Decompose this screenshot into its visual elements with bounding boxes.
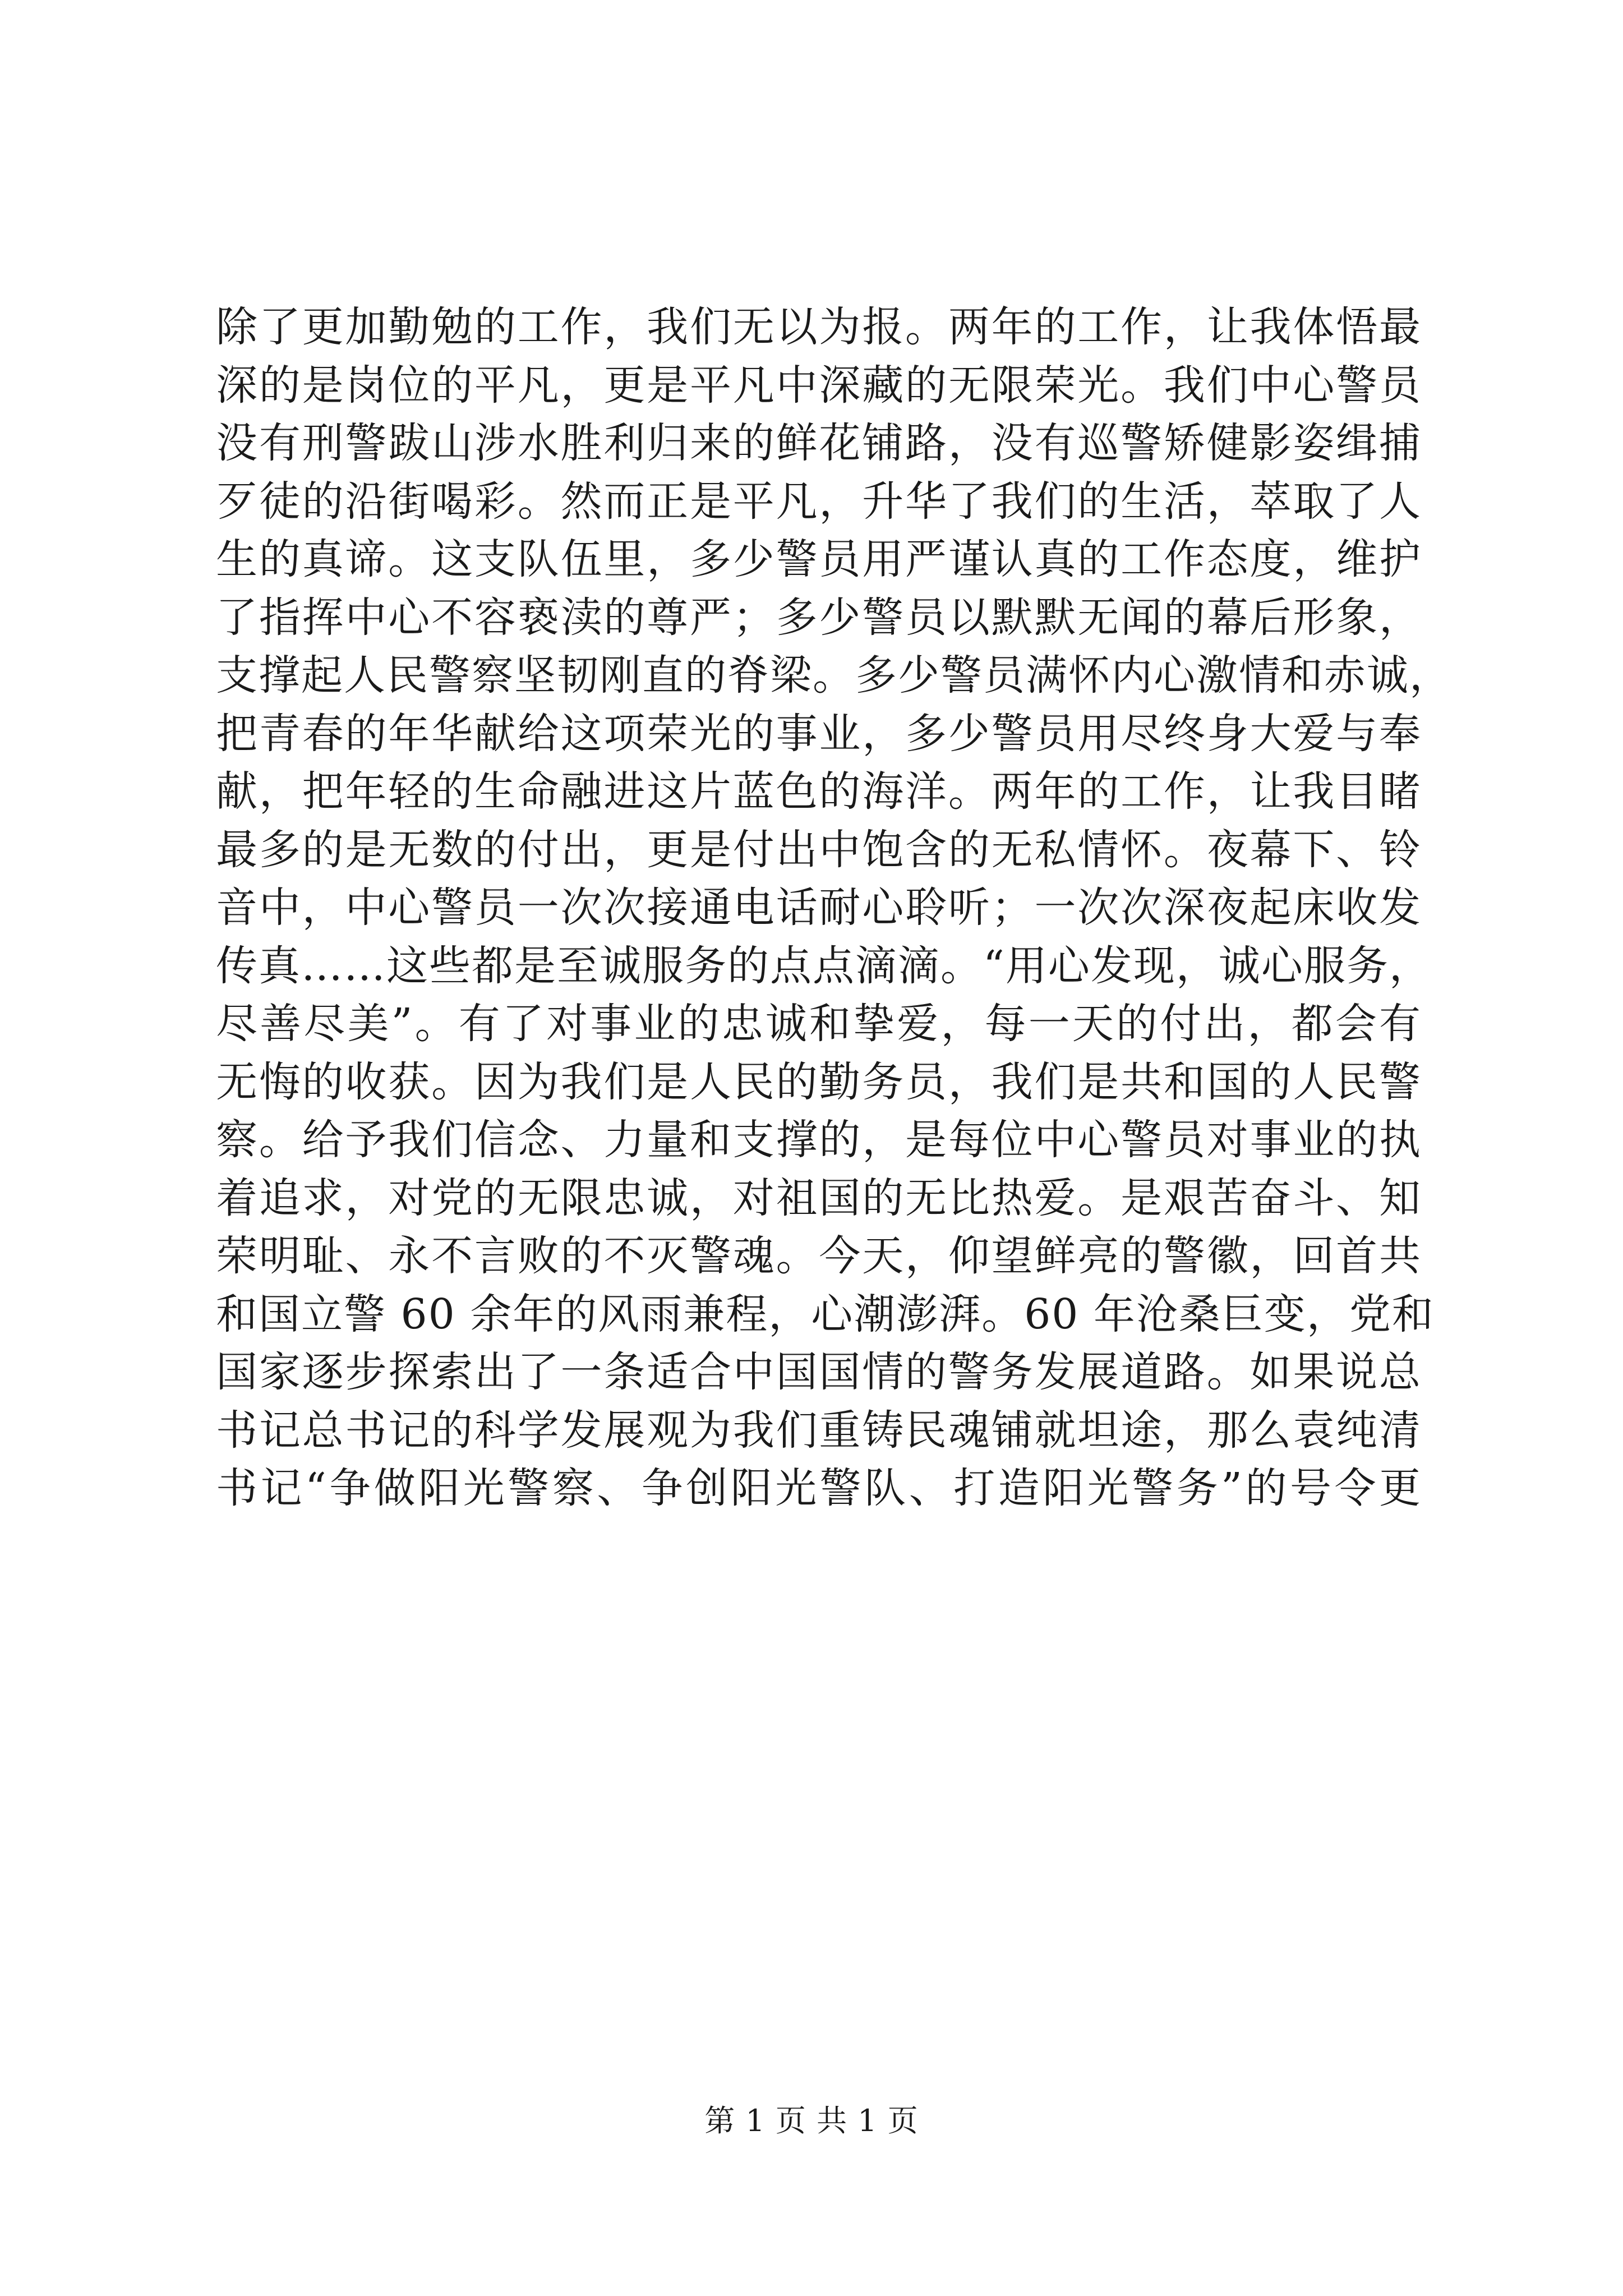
text-line: 音中，中心警员一次次接通电话耐心聆听；一次次深夜起床收发 [216, 884, 1422, 932]
text-line: 献，把年轻的生命融进这片蓝色的海洋。两年的工作，让我目睹 [216, 767, 1422, 816]
text-line: 支撑起人民警察坚韧刚直的脊梁。多少警员满怀内心激情和赤诚， [216, 651, 1452, 700]
text-line: 没有刑警跋山涉水胜利归来的鲜花铺路，没有巡警矫健影姿缉捕 [216, 419, 1422, 467]
page-number-footer: 第 1 页 共 1 页 [704, 2103, 919, 2138]
text-line: 和国立警 60 余年的风雨兼程，心潮澎湃。60 年沧桑巨变，党和 [216, 1290, 1435, 1338]
text-line: 深的是岗位的平凡，更是平凡中深藏的无限荣光。我们中心警员 [216, 361, 1422, 409]
text-line: 传真……这些都是至诚服务的点点滴滴。“用心发现，诚心服务， [216, 941, 1432, 990]
text-line: 书记“争做阳光警察、争创阳光警队、打造阳光警务”的号令更 [216, 1464, 1422, 1512]
text-line: 把青春的年华献给这项荣光的事业，多少警员用尽终身大爱与奉 [216, 709, 1422, 758]
text-line: 着追求，对党的无限忠诚，对祖国的无比热爱。是艰苦奋斗、知 [216, 1174, 1422, 1222]
text-line: 荣明耻、永不言败的不灭警魂。今天，仰望鲜亮的警徽，回首共 [216, 1232, 1422, 1280]
text-line: 除了更加勤勉的工作，我们无以为报。两年的工作，让我体悟最 [216, 303, 1422, 351]
text-line: 歹徒的沿街喝彩。然而正是平凡，升华了我们的生活，萃取了人 [216, 477, 1422, 526]
text-line: 最多的是无数的付出，更是付出中饱含的无私情怀。夜幕下、铃 [216, 825, 1422, 874]
text-line: 了指挥中心不容亵渎的尊严；多少警员以默默无闻的幕后形象， [216, 593, 1422, 642]
text-line: 国家逐步探索出了一条适合中国国情的警务发展道路。如果说总 [216, 1348, 1422, 1396]
text-line: 察。给予我们信念、力量和支撑的，是每位中心警员对事业的执 [216, 1116, 1422, 1164]
body-text [216, 298, 1452, 1518]
text-line: 无悔的收获。因为我们是人民的勤务员，我们是共和国的人民警 [216, 1057, 1422, 1106]
text-line: 尽善尽美”。有了对事业的忠诚和挚爱，每一天的付出，都会有 [216, 1000, 1422, 1048]
text-line: 生的真谛。这支队伍里，多少警员用严谨认真的工作态度，维护 [216, 535, 1422, 583]
text-line: 书记总书记的科学发展观为我们重铸民魂铺就坦途，那么袁纯清 [216, 1406, 1422, 1455]
